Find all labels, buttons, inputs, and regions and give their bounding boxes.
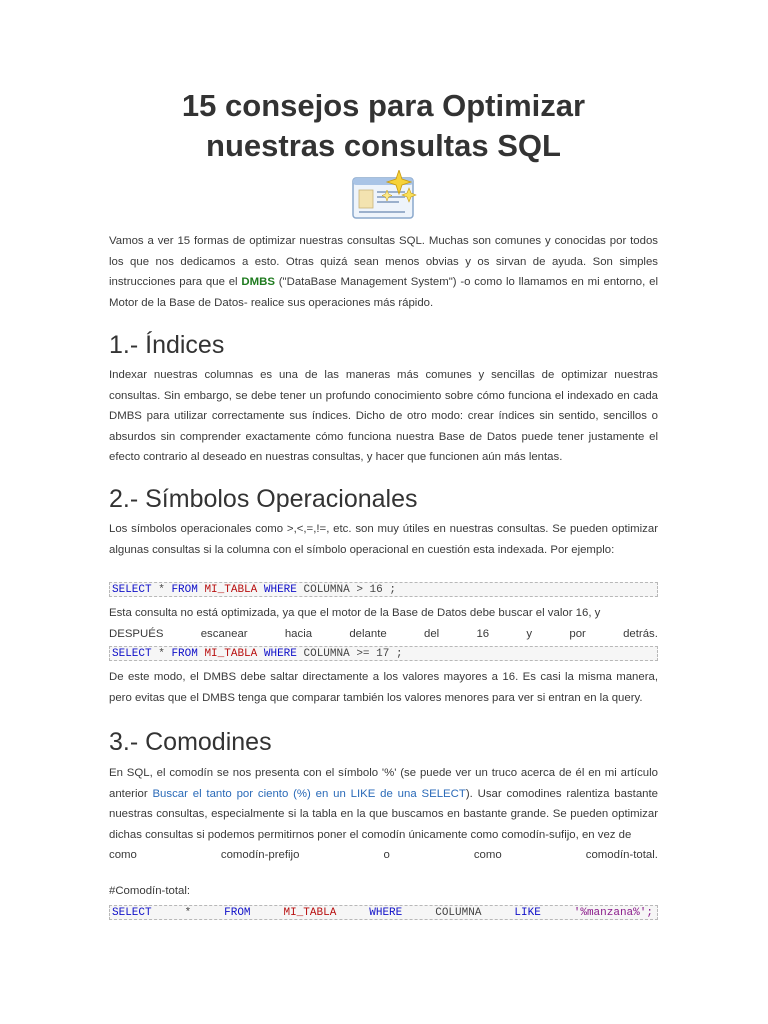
code-operator: * bbox=[158, 584, 165, 596]
code-keyword: LIKE bbox=[514, 907, 541, 919]
section-2-text-1: Los símbolos operacionales como >,<,=,!=, etc. son muy útiles en nuestras consultas. Se pueden optimizar algunas consultas si la columna con el símbolo operacional en cuestión esta indexada. Por ejemplo: bbox=[109, 523, 658, 556]
intro-text-2: ("DataBase Management System") -o como lo llamamos en mi entorno, el Motor de la Base de Datos- realice sus operaciones más rápido. bbox=[109, 276, 658, 309]
title-line-1: 15 consejos para Optimizar bbox=[181, 88, 586, 123]
title-line-2: nuestras consultas SQL bbox=[206, 128, 561, 163]
code-block-1 bbox=[109, 582, 658, 597]
word: y bbox=[526, 627, 533, 640]
code-terminator: ; bbox=[395, 648, 403, 660]
code-keyword: FROM bbox=[224, 907, 251, 919]
section-1-body bbox=[109, 365, 658, 468]
code-keyword: SELECT bbox=[112, 584, 152, 596]
section-3-heading: 3.- Comodines bbox=[109, 728, 272, 756]
window-sparkle-icon bbox=[351, 170, 419, 222]
code-table: MI_TABLA bbox=[283, 907, 337, 919]
code-keyword: SELECT bbox=[112, 648, 152, 660]
section-2-text-2: Esta consulta no está optimizada, ya que el motor de la Base de Datos debe buscar el valor 16, y bbox=[109, 607, 601, 619]
section-3-text-b: ). Usar comodines ralentiza bastante nuestras consultas, especialmente si la tabla en la que buscamos en bastante grande. Se pueden optimizar dichas consultas si podemos permitirnos poner el comodín únicamente como comodín-sufijo, en vez de bbox=[109, 787, 658, 841]
section-2-conclusion bbox=[109, 667, 658, 708]
word: delante bbox=[349, 627, 387, 640]
word: hacia bbox=[284, 627, 313, 640]
word: como bbox=[473, 849, 502, 861]
section-3-text-cont bbox=[109, 845, 658, 866]
code-keyword: FROM bbox=[171, 584, 198, 596]
dmbs-term: DMBS bbox=[241, 276, 275, 288]
section-3-body bbox=[109, 763, 658, 866]
code-column: COLUMNA bbox=[435, 907, 482, 919]
code-table: MI_TABLA bbox=[204, 648, 258, 660]
article-link[interactable]: Buscar el tanto por ciento (%) en un LIKE de una SELECT bbox=[152, 787, 466, 800]
code-operator: > bbox=[356, 584, 363, 596]
word: detrás. bbox=[623, 627, 658, 640]
code-table: MI_TABLA bbox=[204, 584, 258, 596]
code-value: 16 bbox=[369, 584, 383, 596]
code-operator: * bbox=[158, 648, 165, 660]
word: comodín-total. bbox=[585, 849, 658, 861]
code-keyword: WHERE bbox=[263, 648, 297, 660]
code-block-2 bbox=[109, 646, 658, 661]
code-keyword: WHERE bbox=[263, 584, 297, 596]
word: como bbox=[109, 849, 137, 861]
word: por bbox=[569, 627, 586, 640]
code-keyword: SELECT bbox=[112, 907, 152, 919]
section-1-text: Indexar nuestras columnas es una de las maneras más comunes y sencillas de optimizar nuestras consultas. Sin embargo, se debe tener un profundo conocimiento sobre cómo funciona el indexado en cada DMBS para utilizar correctamente sus índices. Dicho de otro modo: crear índices sin sentido, sencillos o absurdos sin comprender exactamente cómo funciona nuestra Base de Datos puede tener justamente el efecto contrario al deseado en nuestras consultas, y hacer que funcionen aún más lentas. bbox=[109, 369, 658, 463]
word: escanear bbox=[200, 627, 248, 640]
word: DESPUÉS bbox=[109, 627, 164, 640]
code-operator: >= bbox=[356, 648, 370, 660]
code-terminator: ; bbox=[389, 584, 396, 596]
code-comment bbox=[109, 881, 658, 902]
code-column: COLUMNA bbox=[303, 648, 350, 660]
code-operator: * bbox=[184, 907, 192, 919]
intro-paragraph bbox=[109, 231, 658, 313]
code-keyword: FROM bbox=[171, 648, 198, 660]
code-string: '%manzana%'; bbox=[573, 907, 653, 919]
section-3-text-a: En SQL, el comodín se nos presenta con el símbolo '%' (se puede ver un truco acerca de él en mi artículo anterior bbox=[109, 767, 658, 800]
code-keyword: WHERE bbox=[369, 907, 403, 919]
code-block-3 bbox=[109, 905, 658, 920]
section-1-heading: 1.- Índices bbox=[109, 331, 225, 359]
code-value: 17 bbox=[376, 648, 390, 660]
section-2-heading: 2.- Símbolos Operacionales bbox=[109, 485, 418, 513]
section-2-intro bbox=[109, 519, 658, 560]
section-2-explanation bbox=[109, 603, 658, 644]
page-title bbox=[109, 86, 658, 166]
section-2-text-2-cont bbox=[109, 624, 658, 645]
word: 16 bbox=[476, 627, 490, 640]
intro-text-1: Vamos a ver 15 formas de optimizar nuestras consultas SQL. Muchas son comunes y conocidas por todos los que nos dedicamos a esto. Otras quizá sean menos obvias y os sirvan de ayuda. Son simples instrucciones para que el bbox=[109, 235, 658, 288]
word: o bbox=[383, 849, 390, 861]
code-column: COLUMNA bbox=[303, 584, 350, 596]
word: comodín-prefijo bbox=[220, 849, 300, 861]
word: del bbox=[423, 627, 440, 640]
comment-text: #Comodín-total: bbox=[109, 885, 191, 897]
section-2-text-3: De este modo, el DMBS debe saltar directamente a los valores mayores a 16. Es casi la misma manera, pero evitas que el DMBS tenga que comparar también los valores menores para ver si entran en la query. bbox=[109, 671, 658, 704]
